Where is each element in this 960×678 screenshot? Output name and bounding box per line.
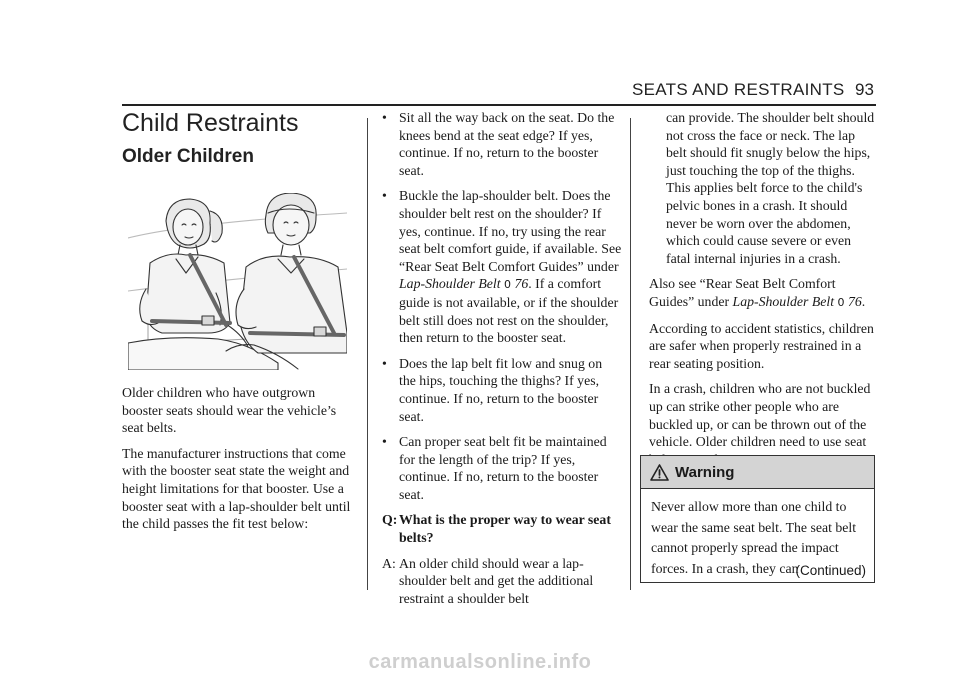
column-2 <box>382 109 622 615</box>
column-divider <box>367 118 368 590</box>
answer-text: An older child should wear a lap-shoulder belt and get the additional restraint a shoulder belt <box>399 555 594 606</box>
paragraph <box>649 275 875 311</box>
warning-header <box>641 456 874 489</box>
continued-answer-text: can provide. The shoulder belt should not cross the face or neck. The lap belt should fit snugly below the hips, just touching the top of the thighs. This applies belt force to the child's pelvic bones in a crash. It should never be worn over the abdomen, which could cause severe or even fatal internal injuries in a crash. <box>666 110 875 266</box>
warning-box <box>640 455 875 583</box>
page-arrow-icon: 0 <box>837 295 845 309</box>
running-header: SEATS AND RESTRAINTS <box>632 80 845 99</box>
cross-reference-page[interactable]: 76 <box>514 276 529 292</box>
column-3 <box>649 109 875 476</box>
column-1 <box>122 384 354 541</box>
question-text: What is the proper way to wear seat belts? <box>399 512 611 546</box>
watermark: carmanualsonline.info <box>368 651 592 673</box>
list-item: • Sit all the way back on the seat. Do the knees bend at the seat edge? If yes, continue. If no, return to the booster seat. <box>382 109 622 179</box>
question-label: Q: <box>382 512 398 528</box>
list-item-text: . If a comfort guide is not available, or if the shoulder belt still does not rest on the shoulder, then return to the booster seat. <box>399 276 619 346</box>
older-children-seatbelt-illustration <box>128 193 347 370</box>
list-item: • Can proper seat belt fit be maintained for the length of the trip? If yes, continue. If no, return to the booster seat. <box>382 433 622 503</box>
section-title: Child Restraints <box>122 109 299 137</box>
cross-reference-link[interactable]: Lap-Shoulder Belt <box>399 276 501 292</box>
paragraph-text: . <box>861 293 866 309</box>
cross-reference-page[interactable]: 76 <box>848 293 862 309</box>
fit-test-list <box>382 109 622 503</box>
paragraph: Older children who have outgrown booster seats should wear the vehicle’s seat belts. <box>122 385 337 436</box>
warning-label: Warning <box>675 463 735 481</box>
answer-label: A: <box>382 555 396 571</box>
list-item <box>382 187 622 346</box>
paragraph-text: Also see “Rear Seat Belt Comfort Guides” under <box>649 276 836 309</box>
column-divider <box>630 118 631 590</box>
continued-label: (Continued) <box>795 563 866 578</box>
warning-text: Never allow more than one child to wear the same seat belt. The seat belt cannot properly spread the impact forces. In a crash, they can <box>651 499 857 576</box>
paragraph: According to accident statistics, children are safer when properly restrained in a rear seating position. <box>649 320 874 371</box>
warning-triangle-icon <box>650 464 669 481</box>
list-item: • Does the lap belt fit low and snug on the hips, touching the thighs? If yes, continue. If no, return to the booster seat. <box>382 355 622 425</box>
list-item-text: Buckle the lap-shoulder belt. Does the shoulder belt rest on the shoulder? If yes, continue. If no, try using the rear seat belt comfort guide, if available. See “Rear Seat Belt Comfort Guides” under <box>399 188 622 274</box>
paragraph: The manufacturer instructions that come with the booster seat state the weight and height limitations for that booster. Use a booster seat with a lap-shoulder belt until the child passes the fit test below: <box>122 445 351 532</box>
page-number: 93 <box>855 80 874 99</box>
page-arrow-icon: 0 <box>504 278 512 292</box>
header-rule <box>122 104 876 106</box>
answer <box>382 555 622 608</box>
subsection-title: Older Children <box>122 146 254 167</box>
paragraph: In a crash, children who are not buckled up can strike other people who are buckled up, or can be thrown out of the vehicle. Older children need to use seat <box>649 381 871 450</box>
question <box>382 511 622 546</box>
cross-reference-link[interactable]: Lap-Shoulder Belt <box>732 293 835 309</box>
